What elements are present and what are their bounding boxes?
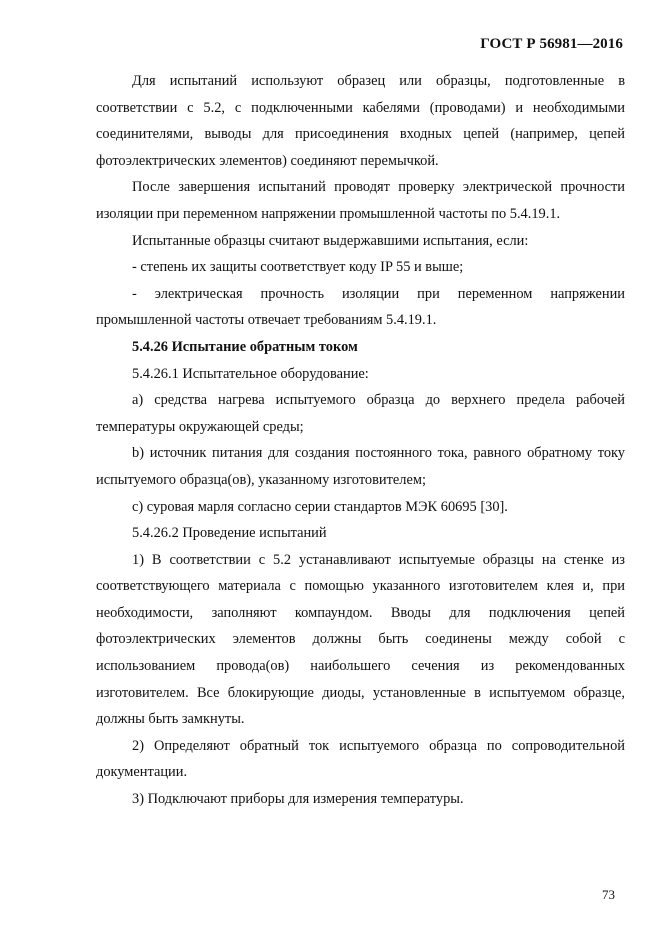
subsection-5-4-26-2: 5.4.26.2 Проведение испытаний	[132, 525, 327, 542]
list-item-b: b) источник питания для создания постоянного тока, равного обратному току испытуемого образца(ов), указанному изготовителем;	[96, 445, 625, 488]
step-3: 3) Подключают приборы для измерения температуры.	[132, 791, 464, 808]
step-1: 1) В соответствии с 5.2 устанавливают испытуемые образцы на стенке из соответствующего материала с помощью указанного изготовителем клея и, при необходимости, заполняют компаундом. Вводы для подключения цепей фотоэлектрических элементов должны быть соединены между собой с использованием провода(ов) наибольшего сечения из рекомендованных изготовителем. Все блокирующие диоды, установленные в испытуемом образце, должны быть замкнуты.	[96, 551, 625, 728]
document-code-header: ГОСТ Р 56981—2016	[480, 36, 623, 52]
list-item-a: а) средства нагрева испытуемого образца до верхнего предела рабочей температуры окружающей среды;	[96, 392, 625, 435]
subsection-5-4-26-1: 5.4.26.1 Испытательное оборудование:	[132, 365, 369, 382]
step-2: 2) Определяют обратный ток испытуемого образца по сопроводительной документации.	[96, 737, 625, 781]
list-item-c: с) суровая марля согласно серии стандартов МЭК 60695 [30].	[132, 498, 508, 515]
list-item-ip55: - степень их защиты соответствует коду IP 55 и выше;	[132, 259, 464, 276]
paragraph-passed-conditions: Испытанные образцы считают выдержавшими испытания, если:	[132, 232, 529, 249]
paragraph-test-samples: Для испытаний используют образец или образцы, подготовленные в соответствии с 5.2, с подключенными кабелями (проводами) и необходимыми соединителями, выводы для присоединения входных цепей (например, цепей фотоэлектрических элементов) соединяют перемычкой.	[96, 73, 625, 169]
section-heading-5-4-26: 5.4.26 Испытание обратным током	[132, 338, 358, 355]
paragraph-after-tests: После завершения испытаний проводят проверку электрической прочности изоляции при переменном напряжении промышленной частоты по 5.4.19.1.	[96, 179, 625, 222]
page-body	[96, 68, 625, 813]
list-item-insulation: - электрическая прочность изоляции при переменном напряжении промышленной частоты отвечает требованиям 5.4.19.1.	[96, 285, 625, 329]
page-number: 73	[602, 887, 615, 902]
